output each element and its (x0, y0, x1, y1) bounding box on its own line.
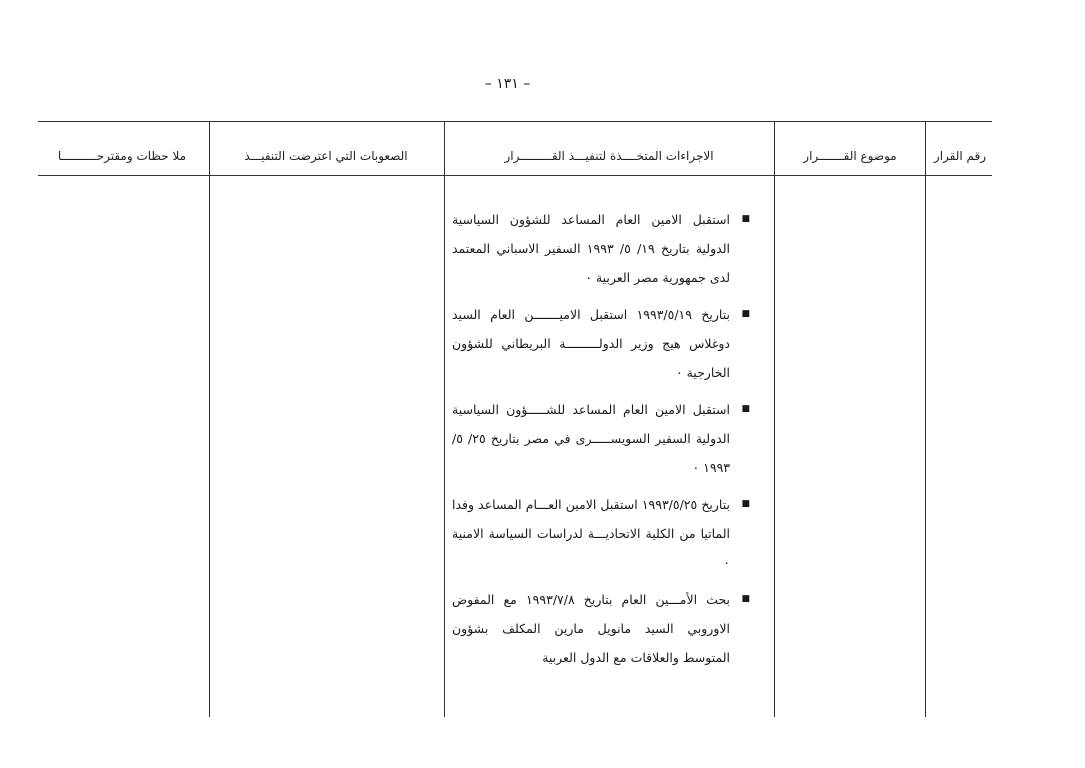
header-remarks: ملا حظات ومقترحــــــــــا (57, 149, 187, 163)
header-difficulties: الصعوبات التي اعترضت التنفيـــذ (244, 149, 408, 163)
action-text: استقبل الامين العام المساعد للشـــــؤون السياسية الدولية السفير السويســـــرى في مصر بتاريخ ٢٥/ ٥/ ١٩٩٣ ٠ (452, 402, 730, 475)
header-decision-subject: موضوع القـــــــرار (803, 149, 897, 163)
column-divider (925, 121, 926, 717)
list-item (452, 395, 752, 482)
column-divider (774, 121, 775, 717)
table-header-border (38, 175, 992, 176)
header-actions-taken: الاجراءات المتخــــذة لتنفيـــذ القـــــــــرار (504, 149, 714, 163)
bullet-icon: ■ (741, 309, 750, 319)
action-text: بتاريخ ١٩٩٣/٥/٢٥ استقبل الامين العـــام المساعد وفدا الماتيا من الكلية الاتحاديـــة لدراسات السياسة الامنية ٠ (452, 497, 730, 570)
page-number: – ١٣١ – (484, 76, 531, 92)
bullet-icon: ■ (741, 499, 750, 509)
list-item (452, 490, 752, 577)
list-item (452, 205, 752, 292)
bullet-icon: ■ (741, 214, 750, 224)
list-item (452, 300, 752, 387)
action-text: استقبل الامين العام المساعد للشؤون السياسية الدولية بتاريخ ١٩/ ٥/ ١٩٩٣ السفير الاسباني المعتمد لدى جمهورية مصر العربية ٠ (452, 212, 730, 285)
bullet-icon: ■ (741, 404, 750, 414)
bullet-icon: ■ (741, 594, 750, 604)
header-decision-number: رقم القرار (933, 149, 987, 163)
list-item (452, 585, 752, 672)
column-divider (444, 121, 445, 717)
table-top-border (38, 121, 992, 122)
actions-list (452, 205, 752, 680)
column-divider (209, 121, 210, 717)
action-text: بتاريخ ١٩٩٣/٥/١٩ استقبل الاميـــــــن العام السيد دوغلاس هيج وزير الدولـــــــــة البريطاني للشؤون الخارجية ٠ (452, 307, 730, 380)
action-text: بحث الأمـــين العام بتاريخ ١٩٩٣/٧/٨ مع المفوض الاوروبي السيد مانويل مارين المكلف بشؤون المتوسط والعلاقات مع الدول العربية (452, 592, 730, 665)
